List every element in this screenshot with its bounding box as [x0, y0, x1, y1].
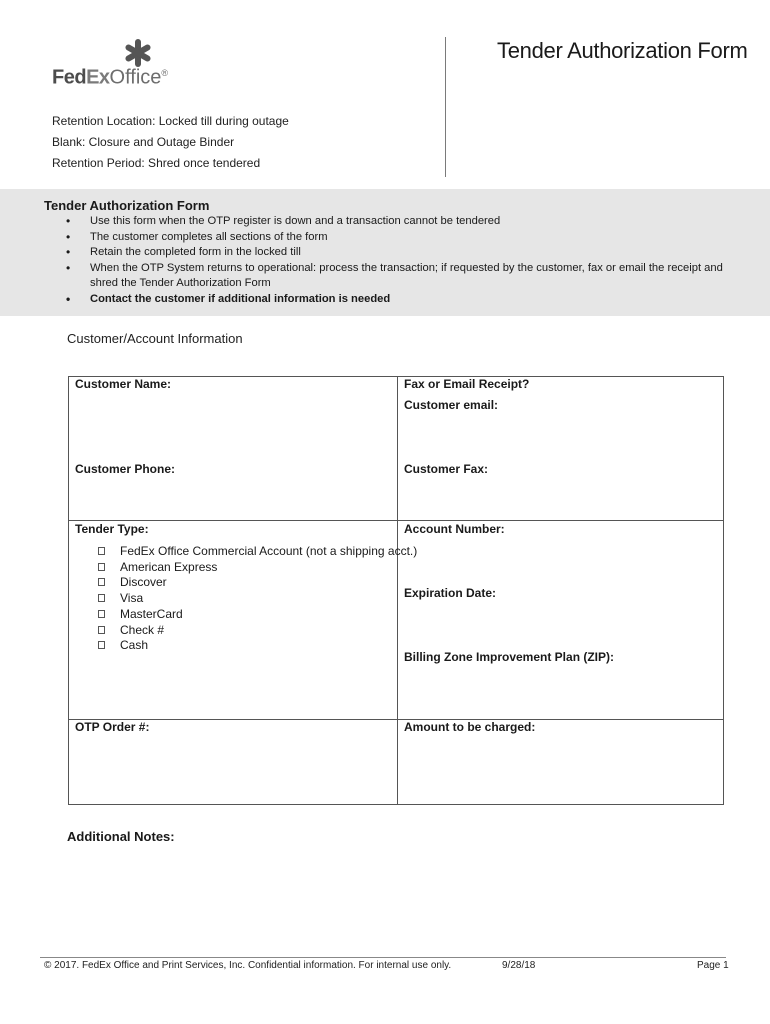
tender-option[interactable]: Visa [96, 591, 417, 607]
customer-phone-field[interactable]: Customer Phone: [75, 462, 176, 476]
tender-type-options [96, 544, 417, 654]
footer-copyright: © 2017. FedEx Office and Print Services, Inc. Confidential information. For internal use only. [44, 960, 452, 971]
page-title: Tender Authorization Form [497, 38, 748, 63]
list-item: • Use this form when the OTP register is down and a transaction cannot be tendered [66, 214, 746, 230]
table-row-divider [68, 520, 724, 521]
tender-option[interactable]: Check # [96, 623, 417, 639]
account-number-field[interactable]: Account Number: [404, 522, 505, 536]
fedex-office-logo [52, 62, 168, 89]
list-item: • Contact the customer if additional information is needed [66, 292, 746, 308]
customer-email-field[interactable]: Customer email: [404, 398, 499, 412]
footer-divider [40, 957, 726, 958]
amount-field[interactable]: Amount to be charged: [404, 720, 536, 734]
retention-location: Retention Location: Locked till during outage [52, 114, 289, 128]
customer-fax-field[interactable]: Customer Fax: [404, 462, 489, 476]
instructions-list [66, 214, 746, 307]
checkbox[interactable] [98, 626, 105, 634]
additional-notes-label: Additional Notes: [67, 829, 175, 844]
tender-option[interactable]: Cash [96, 638, 417, 654]
footer-page: Page 1 [697, 960, 729, 971]
checkbox[interactable] [98, 610, 105, 618]
section-label: Customer/Account Information [67, 331, 243, 346]
table-row-divider [68, 719, 724, 720]
checkbox[interactable] [98, 578, 105, 586]
tender-option[interactable]: Discover [96, 575, 417, 591]
logo-office: Office [109, 66, 162, 89]
tender-option[interactable]: FedEx Office Commercial Account (not a shipping acct.) [96, 544, 417, 560]
logo-ex: Ex [86, 66, 110, 89]
customer-name-field[interactable]: Customer Name: [75, 377, 172, 391]
otp-order-field[interactable]: OTP Order #: [75, 720, 150, 734]
list-item: • When the OTP System returns to operational: process the transaction; if requested by the customer, fax or email the receipt and shred the Tender Authorization Form [66, 261, 746, 292]
logo-fed: Fed [52, 66, 87, 89]
billing-zip-field[interactable]: Billing Zone Improvement Plan (ZIP): [404, 650, 615, 664]
blank-binder: Blank: Closure and Outage Binder [52, 135, 235, 149]
checkbox[interactable] [98, 594, 105, 602]
list-item: • Retain the completed form in the locked till [66, 245, 746, 261]
fax-or-email-field[interactable]: Fax or Email Receipt? [404, 377, 530, 391]
checkbox[interactable] [98, 641, 105, 649]
instructions-title: Tender Authorization Form [44, 198, 210, 213]
tender-option[interactable]: MasterCard [96, 607, 417, 623]
list-item: • The customer completes all sections of the form [66, 230, 746, 246]
header-divider [445, 37, 446, 177]
expiration-date-field[interactable]: Expiration Date: [404, 586, 497, 600]
tender-type-field: Tender Type: [75, 522, 149, 536]
logo-registered: ® [161, 68, 169, 78]
checkbox[interactable] [98, 547, 105, 555]
checkbox[interactable] [98, 563, 105, 571]
footer-date: 9/28/18 [502, 960, 536, 971]
retention-period: Retention Period: Shred once tendered [52, 156, 261, 170]
tender-option[interactable]: American Express [96, 560, 417, 576]
